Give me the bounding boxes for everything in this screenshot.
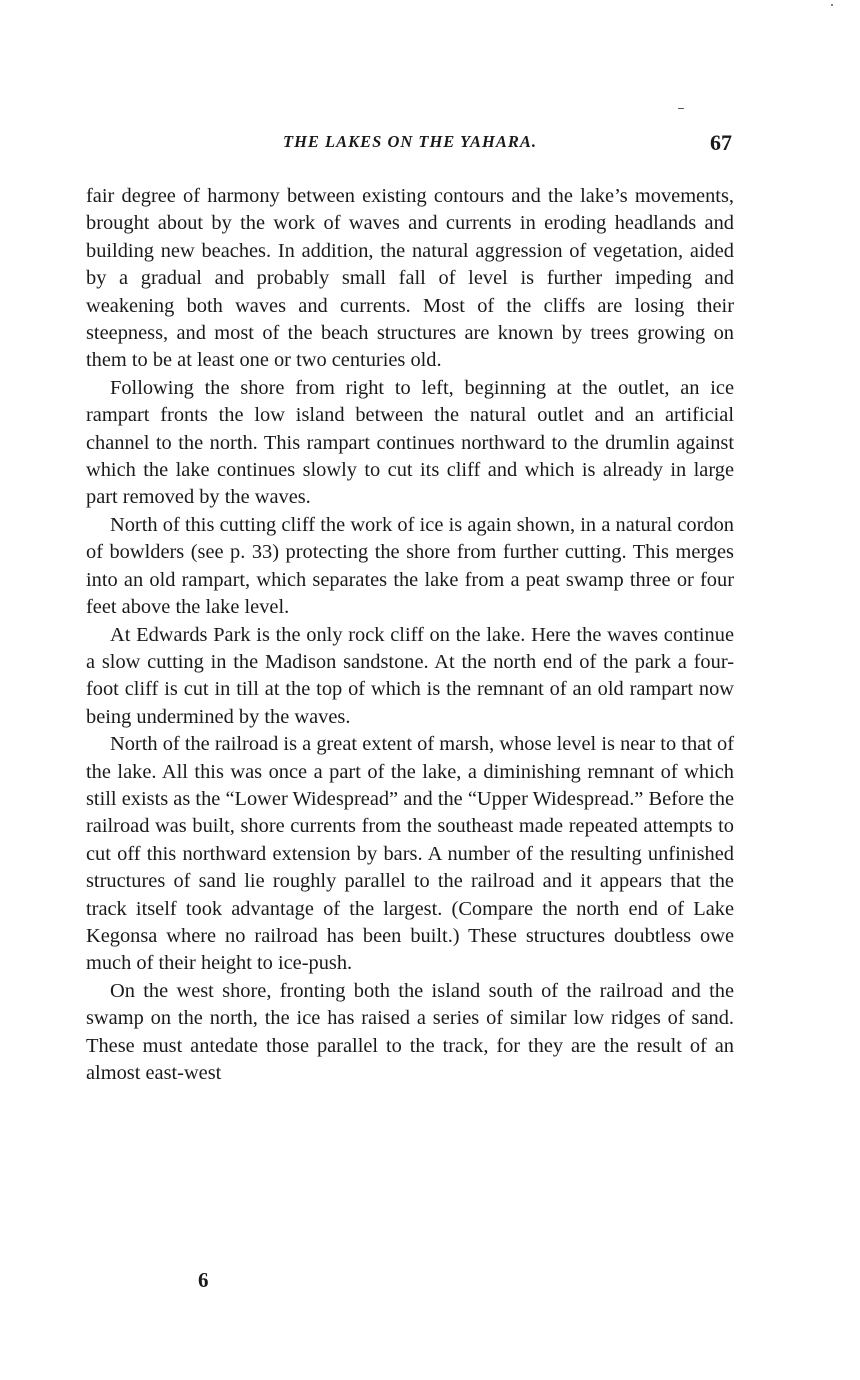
body-text: [86, 183, 734, 1087]
paragraph-outlet-shore: Following the shore from right to left, beginning at the outlet, an ice rampart fronts the low island between the natural outlet and an artificial channel to the north. This rampart continues northward to the drumlin against which the lake continues slowly to cut its cliff and which is already in large part removed by the waves.: [86, 376, 734, 509]
paragraph-west-shore: On the west shore, fronting both the island south of the railroad and the swamp on the north, the ice has raised a series of similar low ridges of sand. These must antedate those parallel to the track, for they are the result of an almost east-west: [86, 979, 734, 1084]
paragraph-continuation: fair degree of harmony between existing contours and the lake’s movements, brought about by the work of waves and currents in eroding headlands and building new beaches. In addition, the natural aggression of vegetation, aided by a gradual and probably small fall of level is further impeding and weakening both waves and currents. Most of the cliffs are losing their steepness, and most of the beach structures are known by trees growing on them to be at least one or two centuries old.: [86, 185, 734, 372]
scan-speck: [678, 108, 684, 109]
scan-speck: [831, 4, 833, 6]
paragraph-railroad-marsh: North of the railroad is a great extent of marsh, whose level is near to that of the lake. All this was once a part of the lake, a diminishing remnant of which still exists as the “Lower Widespread” and the “Upper Widespread.” Before the railroad was built, shore currents from the southeast made repeated attempts to cut off this northward extension by bars. A number of the resulting unfinished structures of sand lie roughly parallel to the railroad and it appears that the track itself took advantage of the largest. (Compare the north end of Lake Kegonsa where no railroad has been built.) These structures doubtless owe much of their height to ice-push.: [86, 733, 734, 975]
page-number: 67: [710, 130, 732, 155]
paragraph-bowlder-cordon: North of this cutting cliff the work of ice is again shown, in a natural cordon of bowlders (see p. 33) protecting the shore from further cutting. This merges into an old rampart, which separates the lake from a peat swamp three or four feet above the lake level.: [86, 513, 734, 619]
running-head: [86, 128, 734, 158]
signature-mark: 6: [198, 1268, 209, 1292]
paragraph-edwards-park: At Edwards Park is the only rock cliff on the lake. Here the waves continue a slow cutting in the Madison sandstone. At the north end of the park a four-foot cliff is cut in till at the top of which is the remnant of an old rampart now being undermined by the waves.: [86, 623, 734, 728]
running-title: THE LAKES ON THE YAHARA.: [283, 132, 537, 151]
